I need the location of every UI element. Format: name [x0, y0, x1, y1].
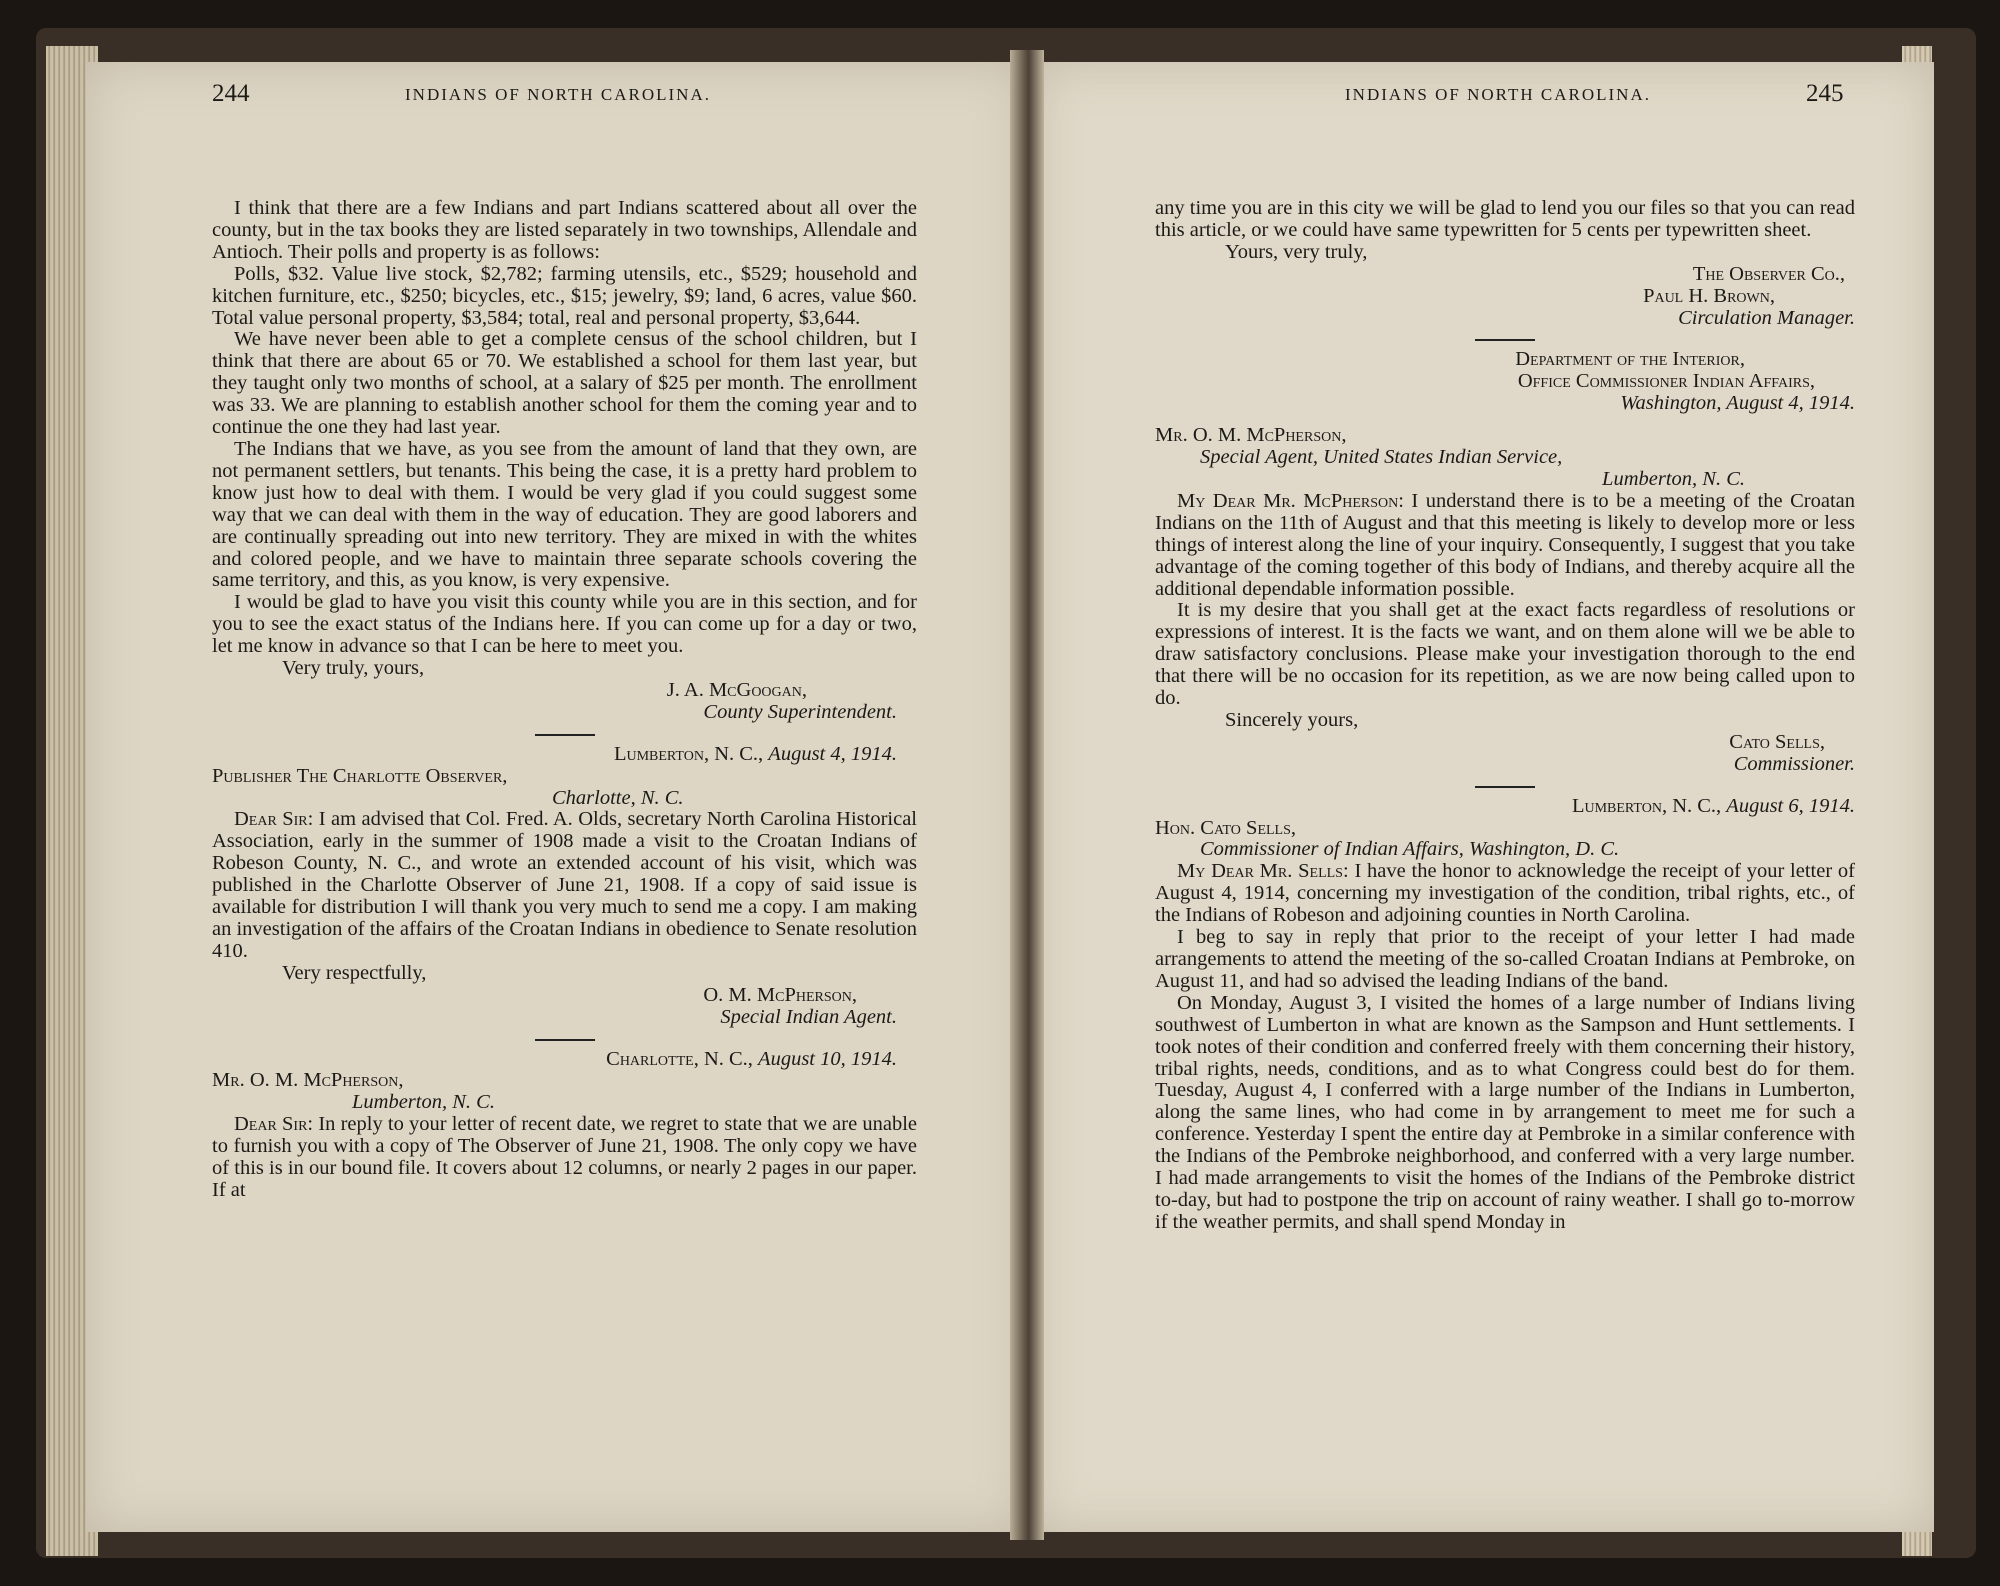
left-para-1: I think that there are a few Indians and part Indians scattered about all over the county, but in the tax books they are listed separately in two townships, Allendale and Antioch. Their polls and property is as follows: — [212, 197, 917, 263]
right-addressee-3-line1: Hon. Cato Sells, — [1155, 816, 1297, 839]
right-signature-2-name: Cato Sells, — [1729, 730, 1825, 753]
right-para-2: My Dear Mr. McPherson: I understand there is to be a meeting of the Croatan Indians on the 11th of August and that this meeting is likely to develop more or less things of interest along the line of your inquiry. Consequently, I suggest that you take advantage of the coming together of this body of Indians, and thereby acquire all the additional dependable information possible. — [1155, 489, 1855, 600]
right-addressee-3-line2: Commissioner of Indian Affairs, Washington, D. C. — [1200, 838, 1620, 861]
left-running-header: INDIANS OF NORTH CAROLINA. — [405, 85, 711, 104]
left-para-7: Dear Sir: In reply to your letter of recent date, we regret to state that we are unable to furnish you with a copy of The Observer of June 21, 1908. The only copy we have of this is in our bound file. It covers about 12 columns, or nearly 2 pages in our paper. If at — [212, 1113, 918, 1201]
left-signature-1-title: County Superintendent. — [703, 700, 897, 723]
left-addressee-2-line1: Publisher The Charlotte Observer, — [212, 764, 508, 787]
left-page-number: 244 — [212, 80, 250, 107]
right-para-3: It is my desire that you shall get at the exact facts regardless of resolutions or expressions of interest. It is the facts we want, and on them alone will we be able to draw satisfactory conclusions. Please make your investigation thorough to the end that there will be no occasion for its repetition, as we are now being called upon to do. — [1155, 599, 1855, 710]
left-para-3: We have never been able to get a complete census of the school children, but I think that there are about 65 or 70. We established a school for them last year, but they taught only two months of school, at a salary of $25 per month. The enrollment was 33. We are planning to establish another school for them the coming year and to continue the one they had last year. — [212, 328, 917, 439]
left-page-text — [212, 198, 917, 1202]
left-para-6: Dear Sir: I am advised that Col. Fred. A. Olds, secretary North Carolina Historical Association, early in the summer of 1908 made a visit to the Croatan Indians of Robeson County, N. C., and wrote an extended account of his visit, which was published in the Charlotte Observer of June 21, 1908. If a copy of said issue is available for distribution I will thank you very much to send me a copy. I am making an investigation of the affairs of the Croatan Indians in obedience to Senate resolution 410. — [212, 808, 918, 962]
left-divider-2 — [535, 1039, 595, 1041]
right-divider-2 — [1475, 786, 1535, 788]
left-closing-1: Very truly, yours, — [282, 657, 425, 680]
right-divider-1 — [1475, 339, 1535, 341]
right-addressee-2-line1: Mr. O. M. McPherson, — [1155, 424, 1347, 447]
left-signature-1-name: J. A. McGoogan, — [666, 678, 807, 701]
right-dept-line2: Office Commissioner Indian Affairs, — [1517, 370, 1815, 393]
right-para-6: On Monday, August 3, I visited the homes of a large number of Indians living southwest of Lumberton in what are known as the Sampson and Hunt settlements. I took notes of their condition and conferred freely with them concerning their history, tribal rights, needs, conditions, and as to what Congress could best do for them. Tuesday, August 4, I conferred with a large number of the Indians in Lumberton, along the same lines, who had come in by arrangement to meet me for such a conference. Yesterday I spent the entire day at Pembroke in a similar conference with the Indians of the Pembroke neighborhood, and conferred with a very large number. I had made arrangements to visit the homes of the Indians of the Pembroke district to-day, but had to postpone the trip on account of rainy weather. I shall go to-morrow if the weather permits, and shall spend Monday in — [1155, 991, 1855, 1233]
right-closing-2: Sincerely yours, — [1225, 708, 1359, 731]
left-para-5: I would be glad to have you visit this county while you are in this section, and for you to see the exact status of the Indians here. If you can come up for a day or two, let me know in advance so that I can be here to meet you. — [212, 591, 917, 658]
book-gutter — [1010, 50, 1044, 1540]
right-signature-1-title: Circulation Manager. — [1678, 306, 1855, 329]
left-para-4: The Indians that we have, as you see from the amount of land that they own, are not permanent settlers, but tenants. This being the case, it is a pretty hard problem to know just how to deal with them. I would be very glad if you could suggest some way that we can deal with them in the way of education. They are good laborers and are continually spreading out into new territory. They are mixed in with the whites and colored people, and we have to maintain three separate schools covering the same territory, and this, as you know, is very expensive. — [212, 437, 917, 592]
right-para-5: I beg to say in reply that prior to the receipt of your letter I had made arrangements to attend the meeting of the so-called Croatan Indians at Pembroke, on August 11, and had so advised the leading Indians of the band. — [1155, 926, 1855, 992]
left-para-2: Polls, $32. Value live stock, $2,782; farming utensils, etc., $529; household and kitchen furniture, etc., $250; bicycles, etc., $15; jewelry, $9; land, 6 acres, value $60. Total value personal property, $3,584; total, real and personal property, $3,644. — [212, 262, 917, 329]
left-dateline-2: Lumberton, N. C., August 4, 1914. — [613, 742, 897, 765]
right-addressee-2-line3: Lumberton, N. C. — [1602, 467, 1745, 490]
right-closing-1: Yours, very truly, — [1225, 240, 1368, 263]
right-signature-1-org: The Observer Co., — [1692, 262, 1845, 285]
left-closing-2: Very respectfully, — [282, 961, 427, 984]
left-addressee-3-line2: Lumberton, N. C. — [352, 1091, 495, 1114]
right-addressee-2-line2: Special Agent, United States Indian Service, — [1200, 446, 1563, 469]
right-dept-line1: Department of the Interior, — [1515, 348, 1745, 371]
left-divider-1 — [535, 734, 595, 736]
right-dept-line3: Washington, August 4, 1914. — [1620, 392, 1855, 415]
right-page-text — [1155, 198, 1855, 1234]
right-running-header: INDIANS OF NORTH CAROLINA. — [1345, 85, 1651, 104]
left-dateline-3: Charlotte, N. C., August 10, 1914. — [606, 1047, 897, 1070]
right-para-4: My Dear Mr. Sells: I have the honor to acknowledge the receipt of your letter of August 4, 1914, concerning my investigation of the condition, tribal rights, etc., of the Indians of Robeson and adjoining counties in North Carolina. — [1155, 860, 1855, 927]
left-signature-2-title: Special Indian Agent. — [720, 1005, 897, 1028]
right-page-number: 245 — [1806, 80, 1844, 107]
left-addressee-3-line1: Mr. O. M. McPherson, — [212, 1069, 404, 1092]
right-para-1: any time you are in this city we will be glad to lend you our files so that you can read this article, or we could have same typewritten for 5 cents per typewritten sheet. — [1155, 197, 1855, 241]
right-signature-2-title: Commissioner. — [1733, 752, 1855, 775]
right-dateline-3: Lumberton, N. C., August 6, 1914. — [1571, 794, 1855, 817]
left-signature-2-name: O. M. McPherson, — [703, 983, 857, 1006]
right-signature-1-name: Paul H. Brown, — [1643, 284, 1775, 307]
left-addressee-2-line2: Charlotte, N. C. — [552, 786, 684, 809]
